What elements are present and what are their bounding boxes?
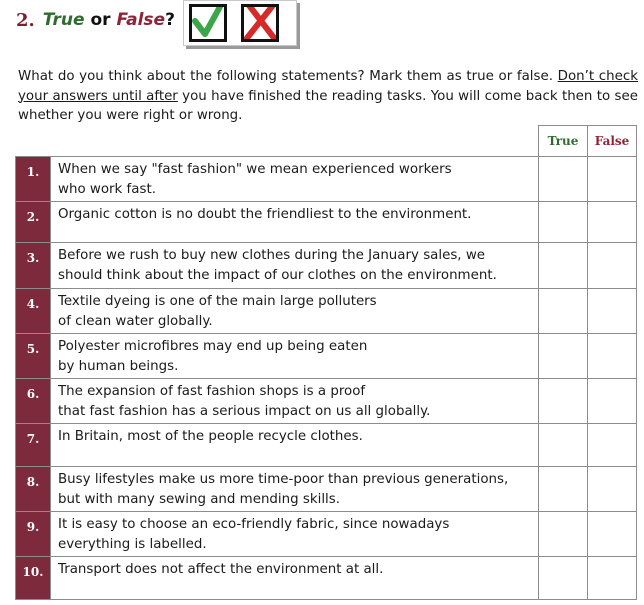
- cross-icon: [244, 7, 276, 39]
- statement-line: should think about the impact of our clothes on the environment.: [58, 267, 497, 283]
- false-checkbox-cell[interactable]: [588, 289, 637, 334]
- true-checkbox-cell[interactable]: [539, 512, 588, 557]
- table-row: [16, 512, 637, 557]
- false-checkbox-cell[interactable]: [588, 379, 637, 424]
- false-column-header: False: [588, 126, 637, 157]
- statement-line: Before we rush to buy new clothes during the January sales, we: [58, 248, 486, 263]
- true-false-illustration: [183, 0, 297, 46]
- statement-line: When we say "fast fashion" we mean experienced workers: [58, 162, 452, 177]
- table-row: [16, 243, 637, 289]
- statement-text: [51, 157, 539, 202]
- true-checkbox-cell[interactable]: [539, 157, 588, 202]
- statement-number: 7.: [16, 424, 51, 467]
- table-body: [16, 126, 637, 600]
- statement-line: who work fast.: [58, 181, 156, 197]
- statement-line: but with many sewing and mending skills.: [58, 491, 341, 507]
- title-or-word: or: [90, 10, 111, 30]
- title-true-word: True: [42, 10, 85, 30]
- statement-text: [51, 424, 539, 467]
- table-row: [16, 202, 637, 243]
- statement-text: [51, 334, 539, 379]
- header-spacer: [16, 126, 51, 157]
- false-checkbox-cell[interactable]: [588, 243, 637, 289]
- statement-number: 9.: [16, 512, 51, 557]
- statement-number: 5.: [16, 334, 51, 379]
- exercise-title: [43, 10, 175, 30]
- exercise-number: 2.: [16, 9, 35, 31]
- table-row: [16, 424, 637, 467]
- table-row: [16, 379, 637, 424]
- statement-line: Polyester microfibres may end up being eaten: [58, 339, 368, 354]
- statement-number: 8.: [16, 467, 51, 512]
- true-checkbox-cell[interactable]: [539, 202, 588, 243]
- false-checkbox-cell[interactable]: [588, 424, 637, 467]
- statement-text: [51, 202, 539, 243]
- table-row: [16, 557, 637, 600]
- statement-line: by human beings.: [58, 358, 179, 374]
- statement-number: 4.: [16, 289, 51, 334]
- table-row: [16, 467, 637, 512]
- false-checkbox-cell[interactable]: [588, 334, 637, 379]
- statement-line: Organic cotton is no doubt the friendliest to the environment.: [58, 207, 472, 222]
- true-checkbox-cell[interactable]: [539, 334, 588, 379]
- false-checkbox-cell[interactable]: [588, 157, 637, 202]
- statement-text: [51, 557, 539, 600]
- false-checkbox-cell[interactable]: [588, 557, 637, 600]
- statement-text: [51, 467, 539, 512]
- true-column-header: True: [539, 126, 588, 157]
- true-false-table: [15, 125, 637, 600]
- statement-line: Busy lifestyles make us more time-poor than previous generations,: [58, 472, 509, 487]
- statement-line: It is easy to choose an eco-friendly fabric, since nowadays: [58, 517, 450, 532]
- true-checkbox-cell[interactable]: [539, 289, 588, 334]
- cross-box: [241, 4, 279, 42]
- statement-line: everything is labelled.: [58, 536, 207, 552]
- true-checkbox-cell[interactable]: [539, 557, 588, 600]
- table-row: [16, 157, 637, 202]
- check-icon: [192, 7, 224, 39]
- false-checkbox-cell[interactable]: [588, 512, 637, 557]
- statement-number: 6.: [16, 379, 51, 424]
- table-header-row: [16, 126, 637, 157]
- instructions-text-2: you have finished the reading tasks. You will come back then to see whether you were right or wrong.: [18, 88, 638, 123]
- statement-number: 10.: [16, 557, 51, 600]
- true-checkbox-cell[interactable]: [539, 379, 588, 424]
- statement-text: [51, 379, 539, 424]
- false-checkbox-cell[interactable]: [588, 467, 637, 512]
- statement-line: that fast fashion has a serious impact on us all globally.: [58, 403, 431, 419]
- instructions-text-1: What do you think about the following statements? Mark them as true or false.: [18, 69, 558, 84]
- statement-number: 1.: [16, 157, 51, 202]
- check-box: [189, 4, 227, 42]
- statement-line: Transport does not affect the environment at all.: [58, 562, 384, 577]
- statement-line: Textile dyeing is one of the main large polluters: [58, 294, 377, 309]
- title-false-word: False: [116, 10, 166, 30]
- title-question-mark: ?: [165, 10, 175, 30]
- exercise-heading: [16, 8, 175, 32]
- statement-line: In Britain, most of the people recycle clothes.: [58, 429, 363, 444]
- header-spacer: [51, 126, 539, 157]
- statement-text: [51, 289, 539, 334]
- statement-line: The expansion of fast fashion shops is a proof: [58, 384, 366, 399]
- true-checkbox-cell[interactable]: [539, 467, 588, 512]
- statement-line: of clean water globally.: [58, 313, 213, 329]
- false-checkbox-cell[interactable]: [588, 202, 637, 243]
- instructions-underlined: Don’t check your answers until after: [18, 69, 638, 104]
- statement-number: 3.: [16, 243, 51, 289]
- true-checkbox-cell[interactable]: [539, 424, 588, 467]
- table-row: [16, 334, 637, 379]
- true-checkbox-cell[interactable]: [539, 243, 588, 289]
- statement-number: 2.: [16, 202, 51, 243]
- table-row: [16, 289, 637, 334]
- instructions-paragraph: [18, 67, 638, 126]
- statement-text: [51, 512, 539, 557]
- statement-text: [51, 243, 539, 289]
